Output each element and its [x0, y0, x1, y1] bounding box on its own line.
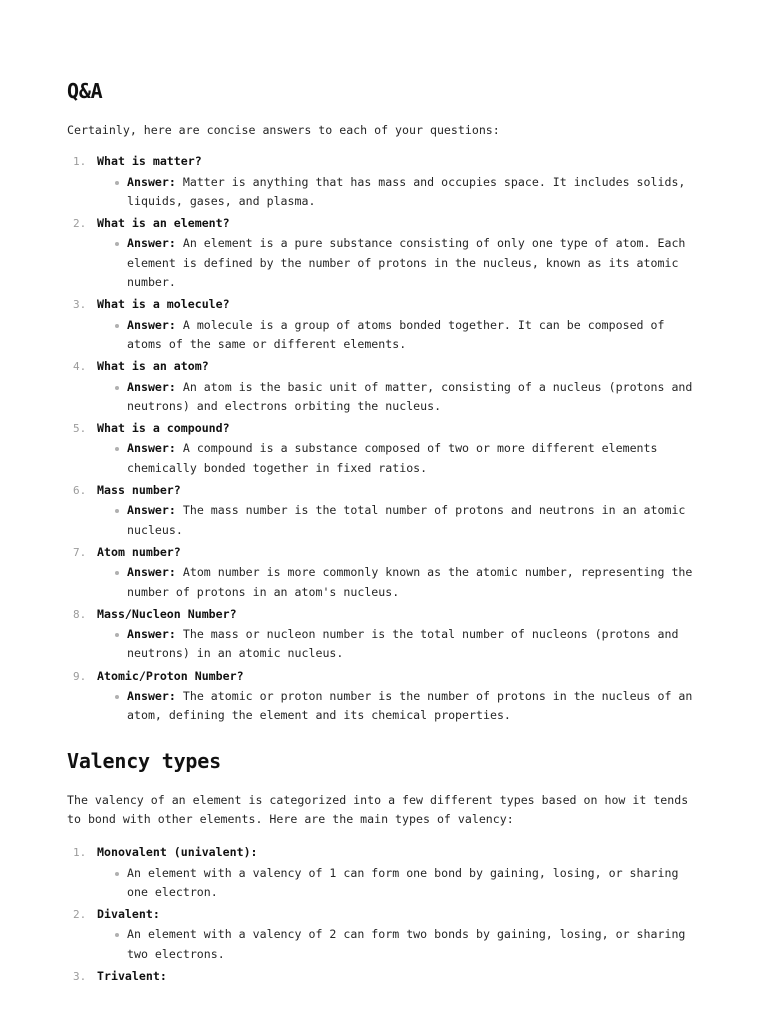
- qa-item: [67, 357, 706, 416]
- bullet-icon: [115, 872, 119, 876]
- valency-title: Monovalent (univalent):: [97, 845, 258, 860]
- answer-text: Matter is anything that has mass and occupies space. It includes solids, liquids, gases, and plasma.: [127, 174, 686, 208]
- item-number: 3.: [73, 969, 87, 983]
- answer-text: Atom number is more commonly known as the atomic number, representing the number of protons in an atom's nucleus.: [127, 565, 693, 599]
- answer-item: [127, 234, 706, 292]
- answer-item: [127, 378, 706, 417]
- answer-text: The mass number is the total number of protons and neutrons in an atomic nucleus.: [127, 503, 686, 537]
- item-number: 4.: [73, 360, 87, 374]
- answer-list: [97, 563, 706, 602]
- answer-label: Answer:: [127, 503, 176, 518]
- answer-item: [127, 439, 706, 478]
- question-text: What is an element?: [97, 216, 230, 231]
- qa-intro: Certainly, here are concise answers to each of your questions:: [67, 123, 500, 137]
- answer-text: An element is a pure substance consisting of only one type of atom. Each element is defined by the number of protons in the nucleus, known as its atomic number.: [127, 236, 686, 290]
- answer-item: [127, 563, 706, 602]
- question-text: Atomic/Proton Number?: [97, 668, 244, 683]
- qa-heading: Q&A: [67, 79, 103, 103]
- qa-item: [67, 419, 706, 478]
- bullet-icon: [115, 695, 119, 699]
- answer-label: Answer:: [127, 317, 176, 332]
- answer-text: The mass or nucleon number is the total number of nucleons (protons and neutrons) in an atomic nucleus.: [127, 627, 679, 661]
- question-text: What is a compound?: [97, 421, 230, 436]
- bullet-icon: [115, 181, 119, 185]
- answer-item: [127, 316, 706, 355]
- question-text: Mass/Nucleon Number?: [97, 606, 237, 621]
- valency-title: Divalent:: [97, 907, 160, 922]
- detail-text: An element with a valency of 1 can form one bond by gaining, losing, or sharing one electron.: [127, 865, 679, 899]
- qa-item: [67, 481, 706, 540]
- question-text: What is an atom?: [97, 359, 209, 374]
- qa-item: [67, 667, 706, 726]
- bullet-icon: [115, 509, 119, 513]
- answer-list: [97, 378, 706, 417]
- answer-text: A molecule is a group of atoms bonded together. It can be composed of atoms of the same or different elements.: [127, 317, 665, 351]
- question-text: Mass number?: [97, 483, 181, 498]
- answer-label: Answer:: [127, 379, 176, 394]
- answer-text: The atomic or proton number is the number of protons in the nucleus of an atom, defining the element and its chemical properties.: [127, 689, 693, 723]
- item-number: 2.: [73, 217, 87, 231]
- valency-list: [67, 843, 706, 986]
- bullet-icon: [115, 242, 119, 246]
- answer-item: [127, 625, 706, 664]
- item-number: 8.: [73, 607, 87, 621]
- answer-list: [97, 439, 706, 478]
- answer-item: [127, 173, 706, 212]
- item-number: 1.: [73, 846, 87, 860]
- bullet-icon: [115, 324, 119, 328]
- qa-list: [67, 152, 706, 725]
- item-number: 3.: [73, 298, 87, 312]
- answer-text: A compound is a substance composed of two or more different elements chemically bonded together in fixed ratios.: [127, 441, 658, 475]
- answer-list: [97, 625, 706, 664]
- answer-list: [97, 173, 706, 212]
- bullet-icon: [115, 933, 119, 937]
- detail-item: [127, 925, 706, 964]
- valency-item: [67, 843, 706, 902]
- answer-label: Answer:: [127, 689, 176, 704]
- item-number: 2.: [73, 908, 87, 922]
- bullet-icon: [115, 571, 119, 575]
- valency-title: Trivalent:: [97, 968, 167, 983]
- bullet-icon: [115, 386, 119, 390]
- qa-item: [67, 605, 706, 664]
- item-number: 5.: [73, 422, 87, 436]
- answer-label: Answer:: [127, 565, 176, 580]
- detail-list: [97, 925, 706, 964]
- answer-list: [97, 501, 706, 540]
- qa-item: [67, 214, 706, 292]
- answer-list: [97, 687, 706, 726]
- answer-list: [97, 316, 706, 355]
- answer-label: Answer:: [127, 174, 176, 189]
- valency-item: [67, 905, 706, 964]
- detail-item: [127, 864, 706, 903]
- valency-heading: Valency types: [67, 748, 221, 773]
- detail-text: An element with a valency of 2 can form two bonds by gaining, losing, or sharing two electrons.: [127, 927, 686, 961]
- answer-item: [127, 501, 706, 540]
- question-text: What is a molecule?: [97, 297, 230, 312]
- qa-item: [67, 295, 706, 354]
- detail-list: [97, 864, 706, 903]
- answer-label: Answer:: [127, 441, 176, 456]
- answer-label: Answer:: [127, 627, 176, 642]
- item-number: 1.: [73, 155, 87, 169]
- bullet-icon: [115, 633, 119, 637]
- qa-item: [67, 543, 706, 602]
- answer-item: [127, 687, 706, 726]
- question-text: What is matter?: [97, 154, 202, 169]
- item-number: 7.: [73, 545, 87, 559]
- item-number: 6.: [73, 484, 87, 498]
- answer-text: An atom is the basic unit of matter, consisting of a nucleus (protons and neutrons) and electrons orbiting the nucleus.: [127, 379, 693, 413]
- valency-intro: The valency of an element is categorized into a few different types based on how it tends to bond with other elements. Here are the main types of valency:: [67, 792, 689, 826]
- qa-item: [67, 152, 706, 211]
- answer-list: [97, 234, 706, 292]
- answer-label: Answer:: [127, 236, 176, 251]
- valency-item: [67, 967, 706, 986]
- item-number: 9.: [73, 669, 87, 683]
- question-text: Atom number?: [97, 544, 181, 559]
- bullet-icon: [115, 447, 119, 451]
